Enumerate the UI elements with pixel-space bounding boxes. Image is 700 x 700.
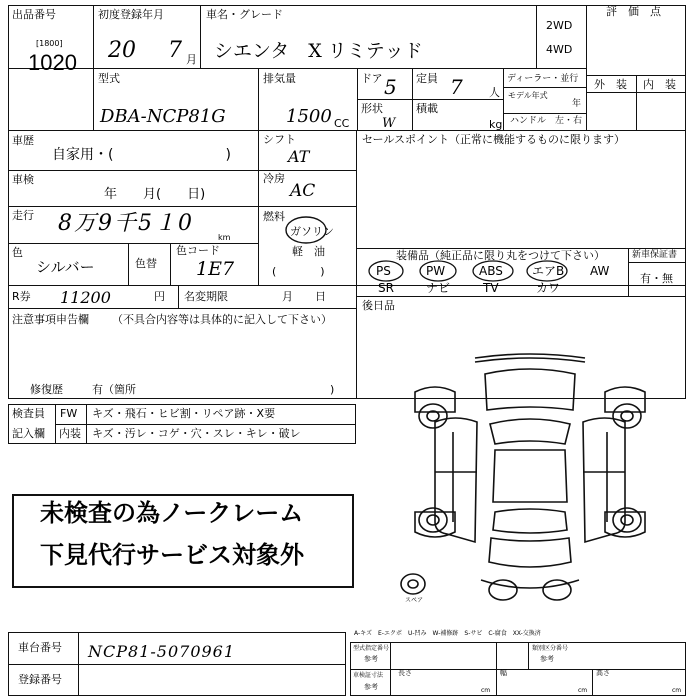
interior-label: 内 装 — [643, 78, 676, 91]
divider — [586, 75, 686, 76]
class-id-ref: 参考 — [540, 655, 554, 663]
width-label: 幅 — [500, 669, 507, 677]
displacement-value: 1500 — [286, 106, 332, 127]
evaluation-label: 評 価 点 — [606, 5, 661, 18]
mileage-unit: km — [218, 233, 231, 242]
divider — [178, 285, 179, 308]
form-frame — [8, 5, 686, 399]
width-unit: cm — [578, 687, 588, 694]
model-id-label: 型式指定番号 — [353, 645, 390, 652]
divider — [258, 130, 259, 285]
fuel-diesel: 軽 油 — [292, 245, 325, 258]
history-value: 自家用・( ) — [52, 147, 231, 163]
color-code-label: 色コード — [176, 244, 220, 257]
sales-point-label: セールスポイント（正常に機能するものに限ります） — [362, 133, 626, 146]
model-year-label: モデル年式 — [508, 91, 548, 100]
first-registration-label: 初度登録年月 — [98, 8, 164, 21]
load-unit: kg — [489, 118, 503, 131]
divider — [412, 68, 413, 99]
divider — [55, 404, 56, 444]
notes-hint: （不具合内容等は具体的に記入して下さい） — [112, 313, 332, 326]
divider — [586, 92, 686, 93]
recycle-label: R券 — [12, 290, 31, 303]
transfer-deadline-value: 月 日 — [282, 290, 326, 303]
aircon-value: AC — [290, 181, 316, 201]
stamp-line-1: 未検査の為ノークレーム — [40, 500, 304, 527]
divider — [628, 248, 629, 296]
equipment-label: 装備品（純正品に限り丸をつけて下さい） — [396, 249, 605, 262]
equipment-ps: PS — [376, 264, 391, 278]
fuel-label: 燃料 — [263, 210, 285, 223]
divider — [170, 243, 171, 285]
handle-label: ハンドル 左・右 — [510, 116, 583, 126]
month-unit: 月 — [186, 53, 197, 66]
divider — [390, 642, 391, 696]
divider — [628, 262, 686, 263]
divider — [8, 243, 258, 244]
divider — [412, 99, 413, 130]
equipment-airbag: エアB — [532, 264, 565, 278]
model-value: DBA-NCP81G — [100, 106, 226, 127]
divider — [503, 87, 586, 88]
mileage-label: 走行 — [12, 209, 34, 222]
divider — [200, 5, 201, 68]
warranty-value: 有・無 — [640, 272, 673, 285]
shift-label: シフト — [263, 133, 296, 146]
divider — [357, 99, 503, 100]
divider — [8, 68, 586, 69]
divider — [592, 669, 593, 696]
car-name-label: 車名・グレード — [206, 8, 283, 21]
equipment-pw: PW — [426, 264, 446, 278]
spare-label: スペア — [405, 597, 424, 604]
divider — [8, 664, 346, 665]
chassis-label: 車台番号 — [18, 641, 62, 654]
chassis-number: NCP81-5070961 — [88, 642, 236, 661]
shape-value: W — [382, 116, 396, 131]
inspector-label-2: 記入欄 — [12, 427, 45, 440]
divider — [55, 424, 356, 425]
class-id-label: 類別区分番号 — [532, 645, 569, 652]
equipment-tv: TV — [483, 281, 499, 295]
color-label: 色 — [12, 246, 23, 259]
divider — [128, 243, 129, 285]
fw-label: FW — [60, 407, 78, 420]
damage-legend: A-キズ E-エクボ U-凹み W-補修跡 S-サビ C-腐食 XX-交換済 — [354, 630, 541, 637]
model-year-unit: 年 — [572, 99, 582, 109]
interior-check-value: キズ・汚レ・コゲ・穴・スレ・キレ・破レ — [92, 427, 301, 440]
shift-value: AT — [288, 147, 310, 166]
divider — [8, 206, 356, 207]
height-unit: cm — [672, 687, 682, 694]
divider — [8, 130, 686, 131]
recycle-value: 11200 — [60, 288, 111, 307]
equipment-leather: カワ — [536, 281, 561, 295]
dimension-ref: 参考 — [364, 683, 378, 691]
equipment-abs: ABS — [479, 264, 503, 278]
capacity-unit: 人 — [489, 86, 500, 99]
divider — [78, 632, 79, 696]
equipment-aw: AW — [590, 264, 610, 278]
divider — [8, 170, 356, 171]
equipment-sr: SR — [378, 281, 394, 295]
drive-4wd: 4WD — [546, 43, 573, 56]
dimension-label: 車検証寸法 — [353, 672, 384, 679]
gasoline-circle — [282, 212, 332, 246]
divider — [8, 285, 686, 286]
divider — [536, 5, 537, 68]
door-label: ドア — [361, 72, 383, 85]
equipment-navi: ナビ — [426, 281, 451, 295]
fw-value: キズ・飛石・ヒビ割・リペア跡・X要 — [92, 407, 276, 420]
divider — [258, 68, 259, 130]
inspection-value: 年 月( 日) — [104, 187, 206, 202]
length-label: 長さ — [398, 669, 412, 677]
interior-check-label: 内装 — [59, 427, 81, 440]
exterior-label: 外 装 — [594, 78, 627, 91]
car-damage-diagram — [395, 352, 665, 604]
capacity-value: 7 — [450, 75, 463, 99]
mileage-value: 8万9千5１0 — [58, 211, 194, 236]
aftermarket-label: 後日品 — [362, 299, 395, 312]
displacement-label: 排気量 — [263, 72, 296, 85]
height-label: 高さ — [596, 669, 610, 677]
transfer-deadline-label: 名変期限 — [184, 290, 228, 303]
repair-history-value: 有（箇所 — [92, 383, 136, 396]
divider — [528, 642, 529, 669]
color-change-label: 色替 — [135, 257, 157, 270]
model-label: 型式 — [98, 72, 120, 85]
load-label: 積載 — [416, 102, 438, 115]
inspector-label: 検査員 — [12, 407, 45, 420]
lot-number: 1020 — [28, 50, 77, 75]
divider — [586, 5, 587, 130]
lot-number-label: 出品番号 — [12, 8, 56, 21]
recycle-unit: 円 — [154, 290, 165, 303]
divider — [503, 113, 586, 114]
repair-history-close: ) — [330, 383, 335, 396]
door-value: 5 — [384, 75, 397, 99]
displacement-unit: CC — [334, 117, 350, 130]
aircon-label: 冷房 — [263, 172, 285, 185]
first-registration-year: 20 — [108, 38, 136, 63]
divider — [356, 296, 686, 297]
shape-label: 形状 — [361, 102, 383, 115]
capacity-label: 定員 — [416, 72, 438, 85]
divider — [356, 130, 357, 285]
divider — [8, 308, 356, 309]
lot-sub-number: [1800] — [36, 39, 63, 48]
fuel-gasoline: ガソリン — [290, 225, 334, 238]
repair-history-label: 修復歴 — [30, 383, 63, 396]
drive-2wd: 2WD — [546, 19, 573, 32]
fuel-other: ( ) — [272, 265, 325, 278]
color-code-value: 1E7 — [196, 258, 235, 280]
divider — [636, 75, 637, 130]
divider — [86, 404, 87, 444]
dealer-label: ディーラー・並行 — [507, 74, 579, 84]
history-label: 車歴 — [12, 134, 34, 147]
equipment-circles — [364, 258, 584, 284]
color-value: シルバー — [36, 258, 95, 276]
length-unit: cm — [481, 687, 491, 694]
car-name-grade: シエンタ X リミテッド — [214, 40, 423, 62]
inspection-label: 車検 — [12, 173, 34, 186]
stamp-line-2: 下見代行サービス対象外 — [40, 542, 304, 569]
model-id-ref: 参考 — [364, 655, 378, 663]
divider — [496, 642, 497, 696]
warranty-label: 新車保証書 — [632, 250, 678, 260]
notes-label: 注意事項申告欄 — [12, 313, 89, 326]
divider — [503, 68, 504, 130]
first-registration-month: 7 — [168, 38, 182, 63]
divider — [356, 285, 357, 399]
registration-label: 登録番号 — [18, 673, 62, 686]
